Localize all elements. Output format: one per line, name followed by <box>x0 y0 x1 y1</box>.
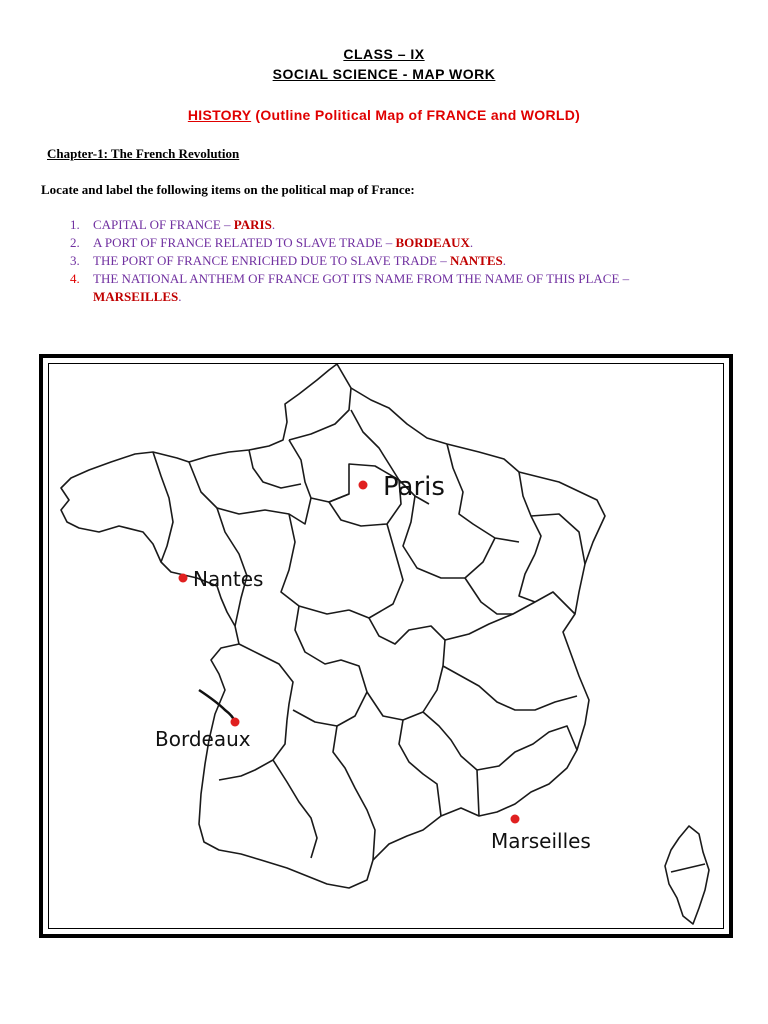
items-list <box>70 216 710 306</box>
item-number: 2. <box>70 235 80 250</box>
bordeaux-estuary <box>199 690 235 722</box>
border-rhone <box>445 614 513 640</box>
list-item <box>70 252 710 270</box>
border-midi2 <box>273 760 317 858</box>
chapter-heading: Chapter-1: The French Revolution <box>47 146 240 161</box>
border-east <box>531 514 585 564</box>
class-title: CLASS – IX <box>343 46 425 62</box>
bordeaux-marker[interactable] <box>231 718 240 727</box>
paris-marker[interactable] <box>359 481 368 490</box>
border-auvergne <box>367 618 445 720</box>
history-label: HISTORY <box>187 107 252 123</box>
border-rhone2 <box>443 666 577 710</box>
corsica-outline <box>665 826 709 924</box>
corsica-border <box>671 864 705 872</box>
item-number: 3. <box>70 253 80 268</box>
item-text: THE PORT OF FRANCE ENRICHED DUE TO SLAVE TRADE – <box>93 253 450 268</box>
border-alsace <box>519 472 541 554</box>
item-number: 4. <box>70 271 80 286</box>
border-brittany <box>153 452 173 562</box>
instruction-text: Locate and label the following items on the political map of France: <box>41 182 415 197</box>
border-lang2 <box>423 712 479 816</box>
marseilles-label: Marseilles <box>491 829 591 853</box>
subject-title: SOCIAL SCIENCE - MAP WORK <box>272 66 496 82</box>
border-centre <box>281 514 349 614</box>
border-paca <box>477 726 577 770</box>
border-limousin <box>293 606 367 726</box>
marseilles-marker[interactable] <box>511 815 520 824</box>
item-answer: PARIS <box>233 217 272 232</box>
item-text: CAPITAL OF FRANCE – <box>93 217 234 232</box>
item-answer: NANTES <box>450 253 503 268</box>
border-midi <box>333 726 375 860</box>
section-heading <box>0 107 768 123</box>
list-item <box>70 216 710 234</box>
border-burgundy <box>403 496 495 578</box>
item-text: A PORT OF FRANCE RELATED TO SLAVE TRADE – <box>93 235 396 250</box>
region-borders <box>61 364 709 924</box>
map-frame <box>39 354 733 938</box>
france-map <box>48 363 724 929</box>
item-number: 1. <box>70 217 80 232</box>
city-markers <box>179 481 520 824</box>
border-nord <box>289 388 351 440</box>
nantes-marker[interactable] <box>179 574 188 583</box>
item-end: . <box>178 289 182 304</box>
item-answer: BORDEAUX <box>395 235 470 250</box>
section-description: (Outline Political Map of FRANCE and WORLD) <box>255 107 581 123</box>
border-lang <box>399 720 441 816</box>
border-lorraine <box>447 444 519 542</box>
paris-label: Paris <box>383 472 445 502</box>
item-text: THE NATIONAL ANTHEM OF FRANCE GOT ITS NAME FROM THE NAME OF THIS PLACE – <box>93 271 630 286</box>
list-item <box>70 234 710 252</box>
france-outline <box>61 364 605 888</box>
border-centre2 <box>349 524 403 618</box>
france-map-svg <box>49 364 723 928</box>
item-end: . <box>469 235 474 250</box>
border-fc <box>519 554 535 602</box>
item-answer: MARSEILLES <box>93 289 179 304</box>
border-poitou <box>239 644 293 720</box>
item-end: . <box>271 217 276 232</box>
bordeaux-label: Bordeaux <box>155 727 251 751</box>
list-item <box>70 270 710 306</box>
border-picardie <box>289 440 349 502</box>
border-normandy <box>189 462 311 524</box>
border-normandy2 <box>249 450 301 488</box>
item-end: . <box>502 253 506 268</box>
nantes-label: Nantes <box>193 567 264 591</box>
